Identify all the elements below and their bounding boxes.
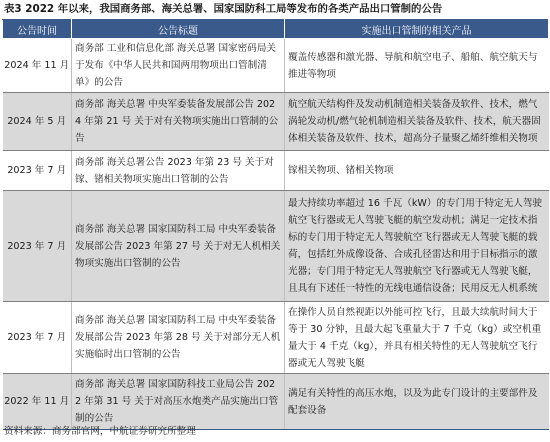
table-title: 表3 2022 年以来，我国商务部、海关总署、国家国防科工局等发布的各类产品出口管制的公告 — [4, 3, 443, 15]
row-products: 镓相关物项、锗相关物项 — [285, 151, 549, 191]
table-row — [3, 302, 549, 374]
row-products: 最大持续功率超过 16 千瓦（kW）的专门用于特定无人驾驶航空飞行器或无人驾驶飞艇的航空发动机；满足一定技术指标的专门用于特定无人驾驶航空飞行器或无人驾驶飞艇的载荷，包括红外成像设备、合成孔径雷达和用于目标指示的激光器；专门用于特定无人驾驶航空飞行器或无人驾驶飞艇，且具有下述任一特性的无线电通信设备；民用反无人机系统 — [285, 191, 549, 302]
row-products: 在操作人员自然视距以外能可控飞行，且最大续航时间大于等于 30 分钟，且最大起飞重量大于 7 千克（kg）或空机重量大于 4 千克（kg），并具有相关特性的无人驾驶航空飞行器或无人驾驶飞艇 — [285, 302, 549, 374]
row-time: 2024 年 11 月 — [3, 39, 72, 93]
table-row — [3, 93, 549, 151]
row-products: 满足有关特性的高压水炮，以及为此专门设计的主要部件及配套设备 — [285, 374, 549, 430]
table-row — [3, 151, 549, 191]
table-row — [3, 191, 549, 302]
row-time: 2022 年 11 月 — [3, 374, 72, 430]
row-notice: 商务部 海关总署 国家国防科技工业局公告 2022 年第 31 号 关于对高压水炮类产品实施出口管制的公告 — [72, 374, 285, 430]
row-notice: 商务部 工业和信息化部 海关总署 国家密码局关于发布《中华人民共和国两用物项出口管制清单》的公告 — [72, 39, 285, 93]
header-time: 公告时间 — [3, 20, 72, 39]
row-notice: 商务部 海关总署公告 2023 年第 23 号 关于对镓、锗相关物项实施出口管制的公告 — [72, 151, 285, 191]
row-time: 2024 年 5 月 — [3, 93, 72, 151]
table-row — [3, 374, 549, 430]
row-time: 2023 年 7 月 — [3, 191, 72, 302]
row-products: 覆盖传感器和激光器、导航和航空电子、船舶、航空航天与推进等物项 — [285, 39, 549, 93]
row-products: 航空航天结构件及发动机制造相关装备及软件、技术，燃气涡轮发动机/燃气轮机制造相关装备及软件、技术，航天器固体相关装备及软件、技术，超高分子量聚乙烯纤维相关物项 — [285, 93, 549, 151]
header-products: 实施出口管制的相关产品 — [285, 20, 549, 39]
row-notice: 商务部 海关总署 国家国防科工局 中央军委装备发展部公告 2023 年第 28 号 关于对部分无人机实施临时出口管制的公告 — [72, 302, 285, 374]
row-time: 2023 年 7 月 — [3, 151, 72, 191]
table-row — [3, 39, 549, 93]
export-control-table — [2, 19, 549, 430]
row-notice: 商务部 海关总署 国家国防科工局 中央军委装备发展部公告 2023 年第 27 号 关于对无人机相关物项实施出口管制的公告 — [72, 191, 285, 302]
row-time: 2023 年 7 月 — [3, 302, 72, 374]
table-header-row — [3, 20, 549, 39]
source-note: 资料来源：商务部官网，中航证券研究所整理 — [4, 426, 196, 437]
row-notice: 商务部 海关总署 中央军委装备发展部公告 2024 年第 21 号 关于对有关物项实施出口管制的公告 — [72, 93, 285, 151]
header-notice: 公告标题 — [72, 20, 285, 39]
